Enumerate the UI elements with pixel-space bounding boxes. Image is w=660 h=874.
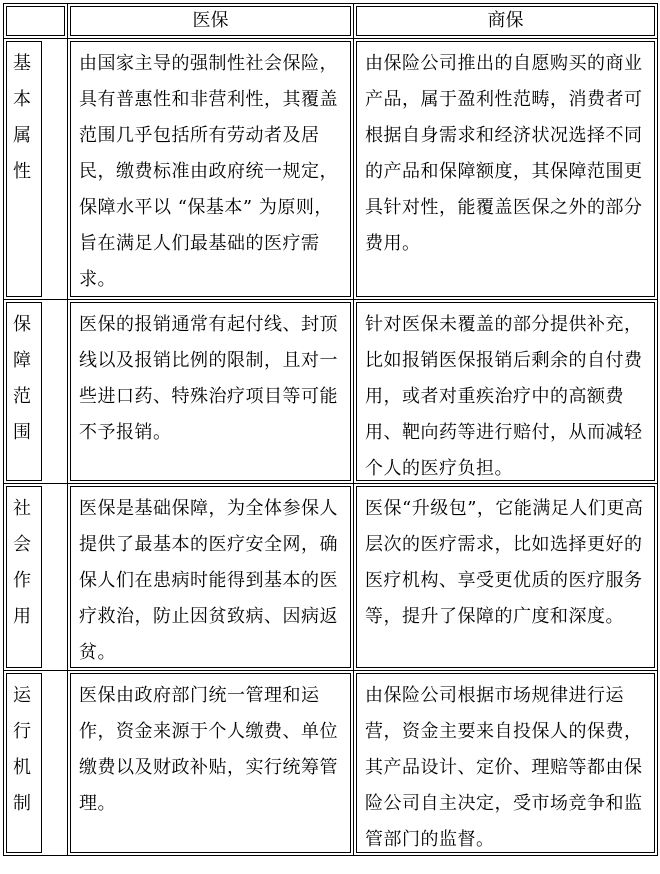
header-row (4, 4, 658, 39)
shangbao-text: 由保险公司根据市场规律进行运营，资金主要来自投保人的保费，其产品设计、定价、理赔等都由保险公司自主决定，受市场竞争和监管部门的监督。 (356, 673, 655, 853)
row-label: 社会作用 (6, 486, 42, 668)
row-label: 保障范围 (6, 302, 42, 481)
yibao-cell (68, 300, 354, 484)
row-label: 基本属性 (6, 41, 42, 297)
yibao-cell (68, 484, 354, 671)
table-row (4, 671, 658, 856)
row-label-cell (4, 484, 68, 671)
comparison-table (3, 3, 658, 856)
shangbao-text: 由保险公司推出的自愿购买的商业产品，属于盈利性范畴，消费者可根据自身需求和经济状况选择不同的产品和保障额度，其保障范围更具针对性，能覆盖医保之外的部分费用。 (356, 41, 655, 297)
table-row (4, 300, 658, 484)
shangbao-cell (354, 300, 658, 484)
table-row (4, 484, 658, 671)
shangbao-text: 医保“升级包”，它能满足人们更高层次的医疗需求，比如选择更好的医疗机构、享受更优质的医疗服务等，提升了保障的广度和深度。 (356, 486, 655, 668)
yibao-text: 医保由政府部门统一管理和运作，资金来源于个人缴费、单位缴费以及财政补贴，实行统筹管理。 (70, 673, 351, 853)
row-label-cell (4, 671, 68, 856)
yibao-cell (68, 671, 354, 856)
header-yibao: 医保 (68, 4, 354, 39)
header-empty-cell (4, 4, 68, 39)
yibao-cell (68, 39, 354, 300)
header-shangbao: 商保 (354, 4, 658, 39)
shangbao-cell (354, 671, 658, 856)
row-label-cell (4, 300, 68, 484)
row-label: 运行机制 (6, 673, 42, 853)
yibao-text: 医保是基础保障，为全体参保人提供了最基本的医疗安全网，确保人们在患病时能得到基本的医疗救治，防止因贫致病、因病返贫。 (70, 486, 351, 668)
shangbao-cell (354, 484, 658, 671)
table-row (4, 39, 658, 300)
row-label-cell (4, 39, 68, 300)
shangbao-text: 针对医保未覆盖的部分提供补充，比如报销医保报销后剩余的自付费用，或者对重疾治疗中的高额费用、靶向药等进行赔付，从而减轻个人的医疗负担。 (356, 302, 655, 481)
yibao-text: 医保的报销通常有起付线、封顶线以及报销比例的限制，且对一些进口药、特殊治疗项目等可能不予报销。 (70, 302, 351, 481)
shangbao-cell (354, 39, 658, 300)
yibao-text: 由国家主导的强制性社会保险，具有普惠性和非营利性，其覆盖范围几乎包括所有劳动者及居民，缴费标准由政府统一规定，保障水平以 “保基本” 为原则，旨在满足人们最基础的医疗需求。 (70, 41, 351, 297)
